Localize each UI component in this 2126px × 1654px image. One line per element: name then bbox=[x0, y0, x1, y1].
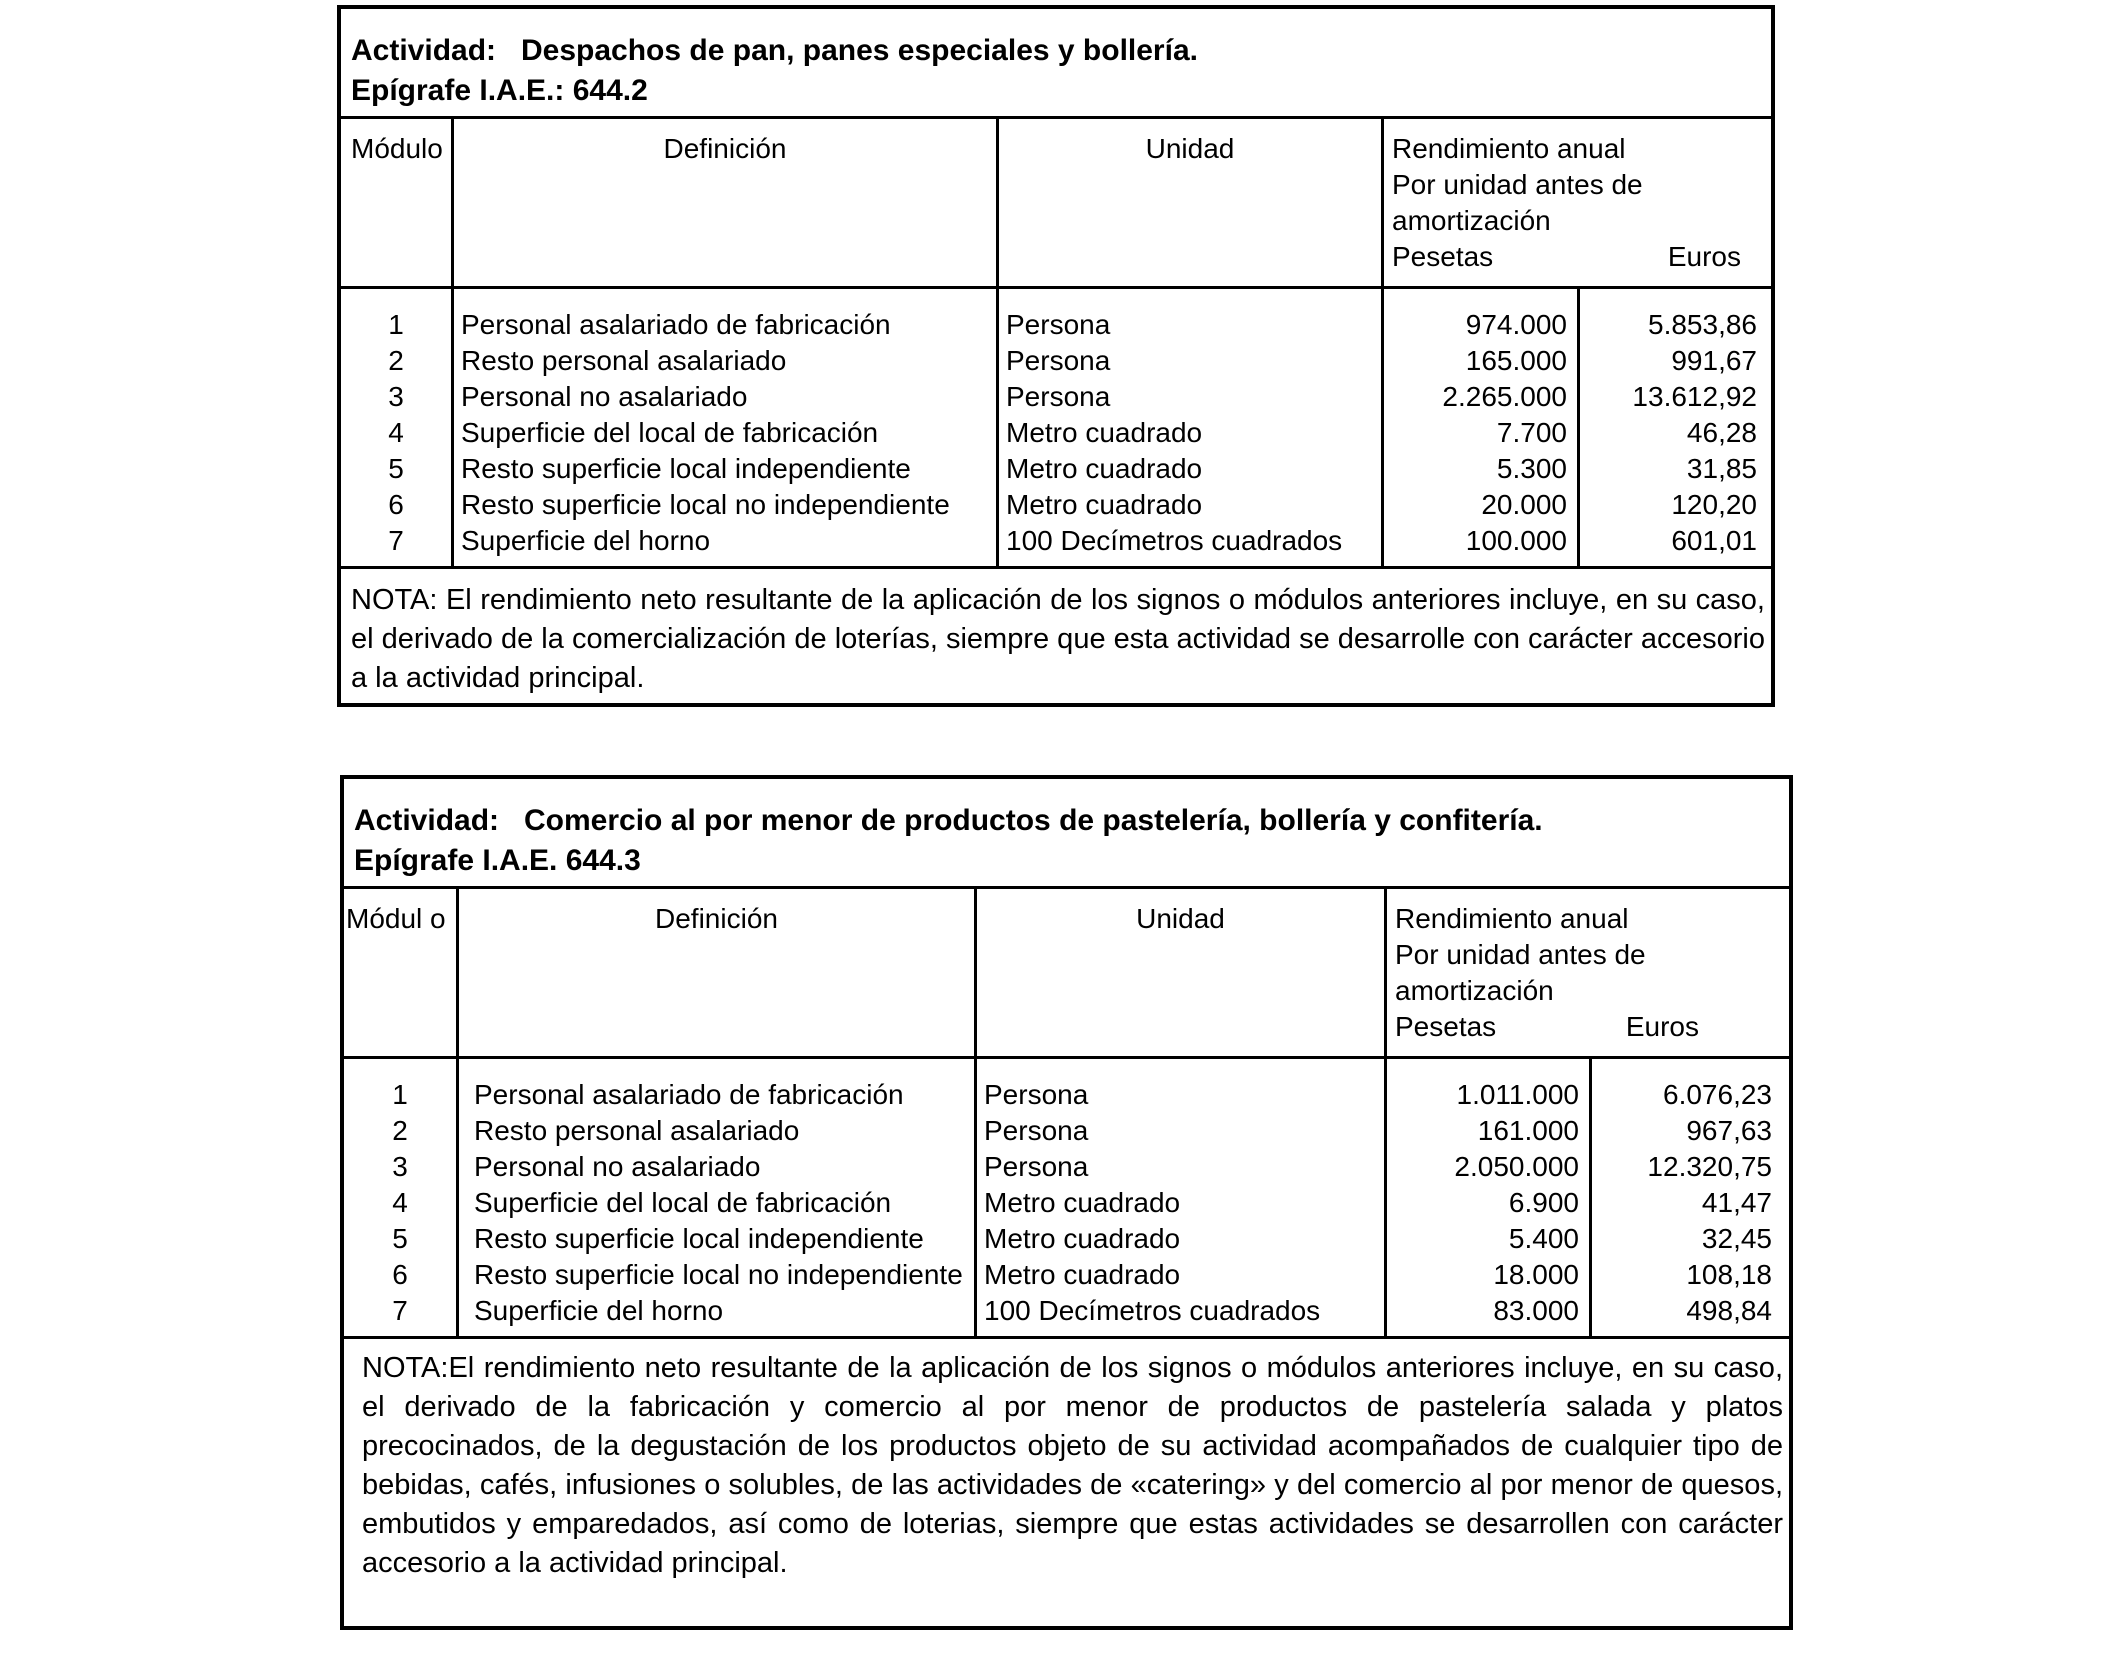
cell-euros: 498,84 bbox=[1686, 1295, 1772, 1326]
cell-pesetas: 5.300 bbox=[1496, 453, 1567, 484]
cell-definicion: Personal no asalariado bbox=[474, 1151, 761, 1182]
header-rendimiento-line3: amortización bbox=[1392, 205, 1551, 236]
cell-euros: 991,67 bbox=[1671, 345, 1757, 376]
cell-pesetas: 100.000 bbox=[1465, 525, 1567, 556]
cell-modulo: 7 bbox=[392, 1295, 408, 1326]
table-body bbox=[344, 1059, 1789, 1339]
table-row bbox=[341, 307, 1771, 343]
header-rendimiento bbox=[1384, 889, 1789, 1056]
header-rendimiento bbox=[1381, 119, 1771, 286]
cell-unidad: Persona bbox=[1006, 309, 1111, 340]
table-title bbox=[341, 9, 1771, 119]
cell-pesetas: 974.000 bbox=[1465, 309, 1567, 340]
cell-pesetas: 2.050.000 bbox=[1454, 1151, 1579, 1182]
header-euros: Euros bbox=[1667, 241, 1741, 272]
cell-pesetas: 2.265.000 bbox=[1442, 381, 1567, 412]
cell-euros: 120,20 bbox=[1671, 489, 1757, 520]
cell-modulo: 1 bbox=[388, 309, 404, 340]
header-pesetas: Pesetas bbox=[1395, 1011, 1497, 1042]
actividad-label: Actividad: bbox=[351, 34, 497, 67]
nota: NOTA: El rendimiento neto resultante de la aplicación de los signos o módulos anteriores incluye, en su caso, el derivado de la comercialización de loterías, siempre que esta actividad se desarrolle con carácter accesorio a la actividad principal. bbox=[351, 584, 1765, 694]
table-row bbox=[344, 1221, 1789, 1257]
cell-unidad: Persona bbox=[1006, 345, 1111, 376]
table-title bbox=[344, 779, 1789, 889]
header-unidad: Unidad bbox=[996, 119, 1381, 286]
table-row bbox=[344, 1149, 1789, 1185]
cell-euros: 32,45 bbox=[1701, 1223, 1772, 1254]
table-header bbox=[344, 889, 1789, 1059]
cell-unidad: Metro cuadrado bbox=[984, 1223, 1181, 1254]
cell-unidad: Persona bbox=[1006, 381, 1111, 412]
table-despachos-pan bbox=[337, 5, 1775, 707]
cell-modulo: 6 bbox=[388, 489, 404, 520]
actividad-line bbox=[354, 801, 1789, 841]
cell-euros: 46,28 bbox=[1686, 417, 1757, 448]
cell-euros: 12.320,75 bbox=[1647, 1151, 1772, 1182]
cell-unidad: Metro cuadrado bbox=[1006, 489, 1203, 520]
cell-euros: 13.612,92 bbox=[1632, 381, 1757, 412]
cell-modulo: 5 bbox=[388, 453, 404, 484]
cell-euros: 5.853,86 bbox=[1648, 309, 1757, 340]
cell-pesetas: 20.000 bbox=[1481, 489, 1567, 520]
cell-unidad: Metro cuadrado bbox=[984, 1259, 1181, 1290]
cell-modulo: 2 bbox=[392, 1115, 408, 1146]
cell-definicion: Superficie del local de fabricación bbox=[474, 1187, 892, 1218]
cell-unidad: Persona bbox=[984, 1151, 1089, 1182]
header-rendimiento-line1: Rendimiento anual bbox=[1392, 133, 1626, 164]
cell-modulo: 7 bbox=[388, 525, 404, 556]
actividad-label: Actividad: bbox=[354, 804, 500, 837]
header-unidad: Unidad bbox=[974, 889, 1384, 1056]
cell-definicion: Resto personal asalariado bbox=[474, 1115, 800, 1146]
header-modulo: Módul o bbox=[346, 903, 446, 934]
cell-pesetas: 161.000 bbox=[1477, 1115, 1579, 1146]
nota: NOTA:El rendimiento neto resultante de la aplicación de los signos o módulos anteriores incluye, en su caso, el derivado de la fabricación y comercio al por menor de productos de pastelería salada y platos precocinados, de la degustación de los productos objeto de su actividad acompañados de cualquier tipo de bebidas, cafés, infusiones o solubles, de las actividades de «catering» y del comercio al por menor de quesos, embutidos y emparedados, así como de loterias, siempre que estas actividades se desarrollen con carácter accesorio a la actividad principal. bbox=[362, 1352, 1783, 1579]
epigrafe: Epígrafe I.A.E.: 644.2 bbox=[351, 74, 648, 107]
cell-modulo: 1 bbox=[392, 1079, 408, 1110]
epigrafe: Epígrafe I.A.E. 644.3 bbox=[354, 844, 641, 877]
cell-euros: 967,63 bbox=[1686, 1115, 1772, 1146]
table-row bbox=[344, 1113, 1789, 1149]
table-row bbox=[341, 523, 1771, 559]
cell-definicion: Superficie del horno bbox=[461, 525, 711, 556]
table-row bbox=[344, 1257, 1789, 1293]
cell-modulo: 4 bbox=[388, 417, 404, 448]
cell-modulo: 6 bbox=[392, 1259, 408, 1290]
cell-unidad: Metro cuadrado bbox=[1006, 417, 1203, 448]
cell-pesetas: 18.000 bbox=[1493, 1259, 1579, 1290]
cell-definicion: Resto superficie local no independiente bbox=[461, 489, 950, 520]
header-modulo: Módulo bbox=[351, 133, 443, 164]
cell-pesetas: 6.900 bbox=[1508, 1187, 1579, 1218]
actividad-name: Comercio al por menor de productos de pastelería, bollería y confitería. bbox=[524, 804, 1543, 837]
cell-euros: 601,01 bbox=[1671, 525, 1757, 556]
cell-modulo: 5 bbox=[392, 1223, 408, 1254]
table-row bbox=[344, 1185, 1789, 1221]
cell-modulo: 3 bbox=[388, 381, 404, 412]
table-header bbox=[341, 119, 1771, 289]
actividad-name: Despachos de pan, panes especiales y bollería. bbox=[521, 34, 1198, 67]
cell-definicion: Personal asalariado de fabricación bbox=[461, 309, 891, 340]
table-row bbox=[341, 379, 1771, 415]
cell-modulo: 4 bbox=[392, 1187, 408, 1218]
table-row bbox=[341, 343, 1771, 379]
cell-euros: 6.076,23 bbox=[1663, 1079, 1772, 1110]
table-row bbox=[341, 487, 1771, 523]
cell-unidad: 100 Decímetros cuadrados bbox=[984, 1295, 1321, 1326]
cell-euros: 31,85 bbox=[1686, 453, 1757, 484]
cell-definicion: Superficie del local de fabricación bbox=[461, 417, 879, 448]
header-rendimiento-line1: Rendimiento anual bbox=[1395, 903, 1629, 934]
cell-unidad: Persona bbox=[984, 1079, 1089, 1110]
table-body bbox=[341, 289, 1771, 569]
header-rendimiento-line3: amortización bbox=[1395, 975, 1554, 1006]
actividad-line bbox=[351, 31, 1771, 71]
table-row bbox=[341, 415, 1771, 451]
cell-definicion: Resto superficie local independiente bbox=[474, 1223, 924, 1254]
table-row bbox=[341, 451, 1771, 487]
cell-pesetas: 5.400 bbox=[1508, 1223, 1579, 1254]
cell-definicion: Superficie del horno bbox=[474, 1295, 724, 1326]
cell-unidad: Metro cuadrado bbox=[1006, 453, 1203, 484]
cell-definicion: Resto superficie local no independiente bbox=[474, 1259, 963, 1290]
cell-euros: 108,18 bbox=[1686, 1259, 1772, 1290]
cell-pesetas: 7.700 bbox=[1496, 417, 1567, 448]
cell-pesetas: 165.000 bbox=[1465, 345, 1567, 376]
header-rendimiento-line2: Por unidad antes de bbox=[1395, 939, 1646, 970]
table-row bbox=[344, 1293, 1789, 1329]
header-euros: Euros bbox=[1625, 1011, 1699, 1042]
cell-unidad: Metro cuadrado bbox=[984, 1187, 1181, 1218]
cell-definicion: Resto superficie local independiente bbox=[461, 453, 911, 484]
cell-euros: 41,47 bbox=[1701, 1187, 1772, 1218]
cell-definicion: Personal asalariado de fabricación bbox=[474, 1079, 904, 1110]
header-rendimiento-line2: Por unidad antes de bbox=[1392, 169, 1643, 200]
cell-pesetas: 83.000 bbox=[1493, 1295, 1579, 1326]
table-row bbox=[344, 1077, 1789, 1113]
header-definicion: Definición bbox=[451, 119, 996, 286]
cell-modulo: 2 bbox=[388, 345, 404, 376]
cell-modulo: 3 bbox=[392, 1151, 408, 1182]
cell-unidad: 100 Decímetros cuadrados bbox=[1006, 525, 1343, 556]
table-comercio-pasteleria bbox=[340, 775, 1793, 1630]
header-definicion: Definición bbox=[456, 889, 974, 1056]
cell-definicion: Resto personal asalariado bbox=[461, 345, 787, 376]
cell-definicion: Personal no asalariado bbox=[461, 381, 748, 412]
header-pesetas: Pesetas bbox=[1392, 241, 1494, 272]
cell-unidad: Persona bbox=[984, 1115, 1089, 1146]
cell-pesetas: 1.011.000 bbox=[1456, 1079, 1579, 1110]
